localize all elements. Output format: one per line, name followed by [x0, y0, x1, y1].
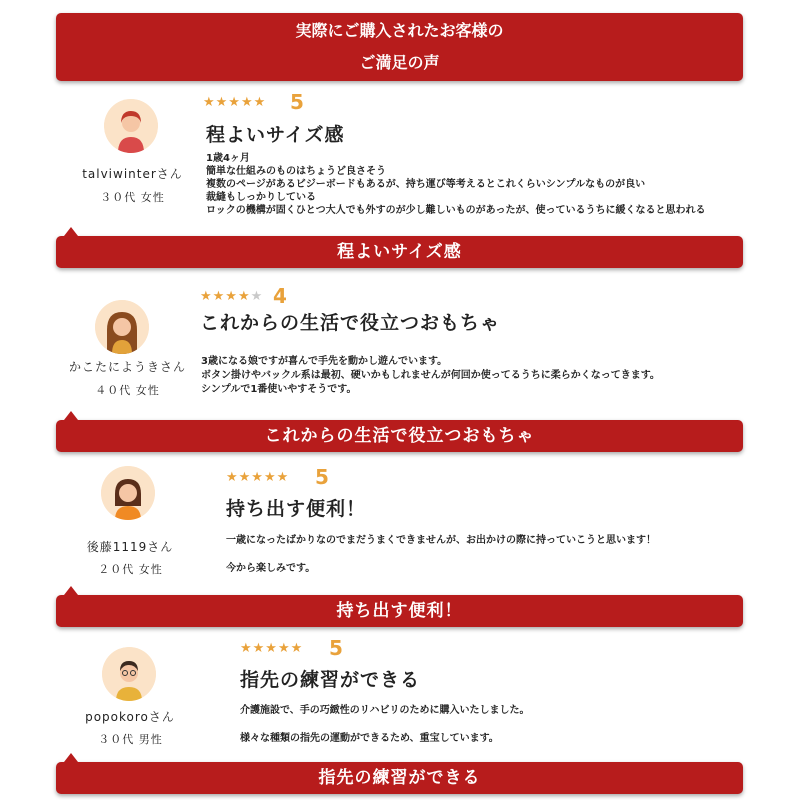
banner-notch [64, 411, 78, 420]
filled-stars: ★★★★★ [203, 95, 267, 110]
reviewer-age-gender: ２０代 女性 [98, 563, 163, 576]
header-line-2: ご満足の声 [359, 53, 440, 72]
review-body-line: 1歳4ヶ月 [206, 153, 250, 164]
review-title-banner [56, 236, 743, 268]
review-title: 指先の練習ができる [240, 669, 421, 691]
woman-red-shirt-avatar-icon [104, 99, 158, 153]
banner-notch [64, 227, 78, 236]
reviewer-age-gender: ３０代 男性 [98, 733, 163, 746]
woman-orange-shirt-avatar-icon [101, 466, 155, 520]
review-body-line: 介護施設で、手の巧緻性のリハビリのために購入いたしました。 [240, 705, 530, 716]
filled-stars: ★★★★★ [226, 470, 290, 485]
reviewer-name: talviwinterさん [82, 167, 183, 181]
reviewer-name: popokoroさん [85, 710, 175, 724]
banner-label: 指先の練習ができる [318, 768, 481, 788]
filled-stars: ★★★★ [200, 289, 251, 304]
reviewer-name: 後藤1119さん [86, 540, 174, 554]
review-title-banner [56, 762, 743, 794]
review-body-line: 今から楽しみです。 [226, 563, 316, 574]
rating-stars [226, 470, 289, 485]
rating-stars [240, 641, 303, 656]
reviewer-age-gender: ４０代 女性 [95, 384, 160, 397]
rating-score: 5 [290, 90, 304, 114]
banner-label: これからの生活で役立つおもちゃ [264, 426, 535, 446]
banner-notch [64, 753, 78, 762]
woman-long-hair-avatar-icon [95, 300, 149, 354]
banner-notch [64, 586, 78, 595]
header-banner [56, 13, 743, 81]
review-title-banner [56, 595, 743, 627]
rating-stars [203, 95, 266, 110]
rating-stars [200, 289, 263, 304]
review-body-line: 一歳になったばかりなのでまだうまくできませんが、お出かけの際に持っていこうと思います！ [226, 535, 656, 546]
review-title: これからの生活で役立つおもちゃ [200, 312, 501, 334]
banner-label: 程よいサイズ感 [337, 242, 462, 262]
review-title-banner [56, 420, 743, 452]
rating-score: 4 [273, 284, 287, 308]
man-glasses-avatar-icon [102, 647, 156, 701]
header-line-1: 実際にご購入されたお客様の [295, 21, 504, 40]
banner-label: 持ち出す便利！ [336, 601, 463, 621]
filled-stars: ★★★★★ [240, 641, 304, 656]
review-body-line: 様々な種類の指先の運動ができるため、重宝しています。 [240, 733, 499, 744]
review-body-line: 複数のページがあるビジーボードもあるが、持ち運び等考えるとこれくらいシンプルなものが良い [206, 179, 646, 190]
review-body-line: シンプルで1番使いやすそうです。 [201, 384, 357, 395]
reviewer-age-gender: ３０代 女性 [100, 191, 165, 204]
review-body-line: ロックの機構が固くひとつ大人でも外すのが少し難しいものがあったが、使っているうちに緩くなると思われる [206, 205, 706, 216]
review-title: 持ち出す便利！ [226, 498, 367, 520]
review-body-line: 簡単な仕組みのものはちょうど良さそう [206, 166, 386, 177]
empty-stars: ★ [250, 289, 264, 304]
review-body-line: 裁縫もしっかりしている [206, 192, 316, 203]
reviewer-name: かこたにようきさん [68, 360, 186, 374]
review-body-line: 3歳になる娘ですが喜んで手先を動かし遊んでいます。 [201, 356, 448, 367]
rating-score: 5 [329, 636, 343, 660]
rating-score: 5 [315, 465, 329, 489]
review-title: 程よいサイズ感 [206, 124, 345, 146]
review-body-line: ボタン掛けやバックル系は最初、硬いかもしれませんが何回か使ってるうちに柔らかくなってきます。 [201, 370, 660, 381]
